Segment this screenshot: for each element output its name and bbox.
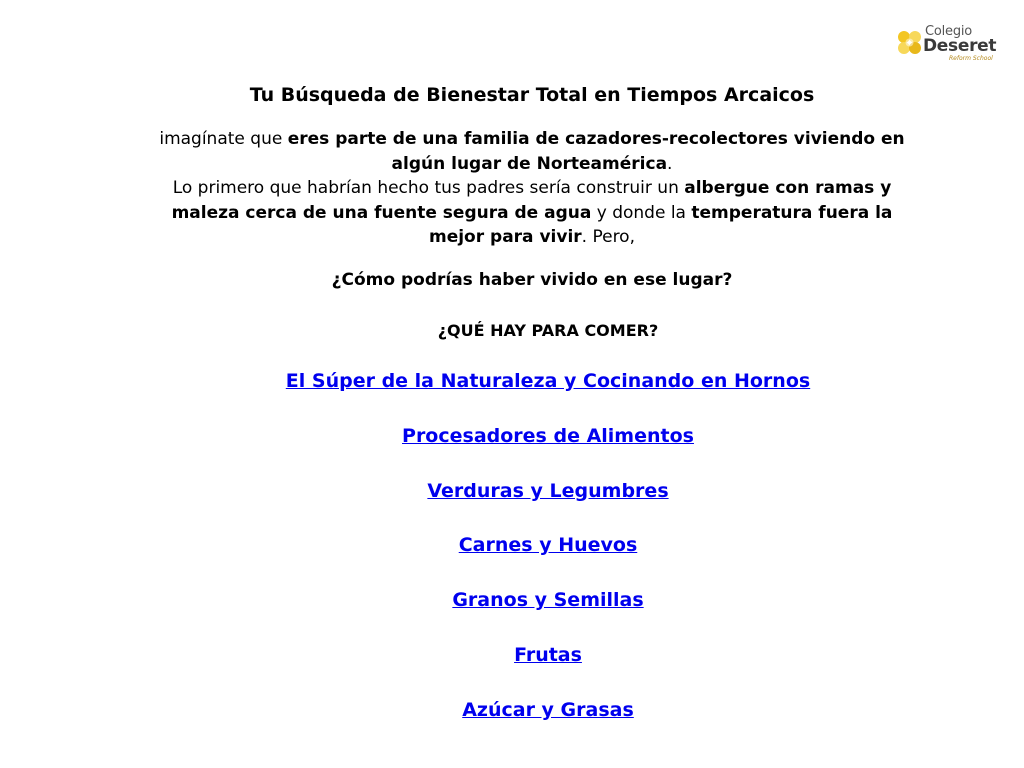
intro-text: . — [667, 153, 673, 174]
intro-text: Lo primero que habrían hecho tus padres sería construir un — [172, 178, 685, 198]
link-carnes-huevos[interactable]: Carnes y Huevos — [458, 534, 638, 557]
link-procesadores-alimentos[interactable]: Procesadores de Alimentos — [402, 424, 694, 447]
intro-bold-text: eres parte de una familia de cazadores-recolectores viviendo en algún lugar de Norteamérica — [287, 129, 905, 174]
link-super-naturaleza[interactable]: El Súper de la Naturaleza y Cocinando en Hornos — [285, 370, 811, 392]
list-item — [200, 644, 896, 699]
school-logo — [895, 22, 1005, 64]
intro-text: y donde la — [591, 202, 692, 223]
list-item — [200, 480, 896, 535]
link-azucar-grasas[interactable]: Azúcar y Grasas — [462, 698, 634, 721]
page-title: Tu Búsqueda de Bienestar Total en Tiempos Arcaicos — [249, 84, 815, 106]
intro-paragraph — [150, 127, 914, 250]
logo-text-colegio: Colegio — [925, 24, 973, 39]
list-item — [200, 425, 896, 480]
question-heading: ¿Cómo podrías haber vivido en ese lugar? — [331, 270, 733, 290]
link-verduras-legumbres[interactable]: Verduras y Legumbres — [427, 479, 669, 502]
list-item — [200, 589, 896, 644]
logo-tagline: Reform School — [949, 55, 993, 62]
topic-link-list — [200, 370, 896, 754]
list-item — [200, 370, 896, 425]
food-subheading: ¿QUÉ HAY PARA COMER? — [437, 321, 659, 340]
intro-bold-text: albergue con ramas y maleza cerca de una fuente segura de agua — [171, 178, 892, 223]
intro-text: imagínate que — [159, 129, 288, 149]
intro-bold-text: temperatura fuera la mejor para vivir — [428, 202, 893, 247]
logo-text-deseret: Deseret — [923, 36, 997, 56]
honeycomb-logo-icon — [895, 28, 925, 58]
link-frutas[interactable]: Frutas — [514, 643, 582, 666]
list-item — [200, 699, 896, 754]
list-item — [200, 534, 896, 589]
link-granos-semillas[interactable]: Granos y Semillas — [452, 589, 644, 612]
intro-text: . Pero, — [581, 227, 635, 247]
